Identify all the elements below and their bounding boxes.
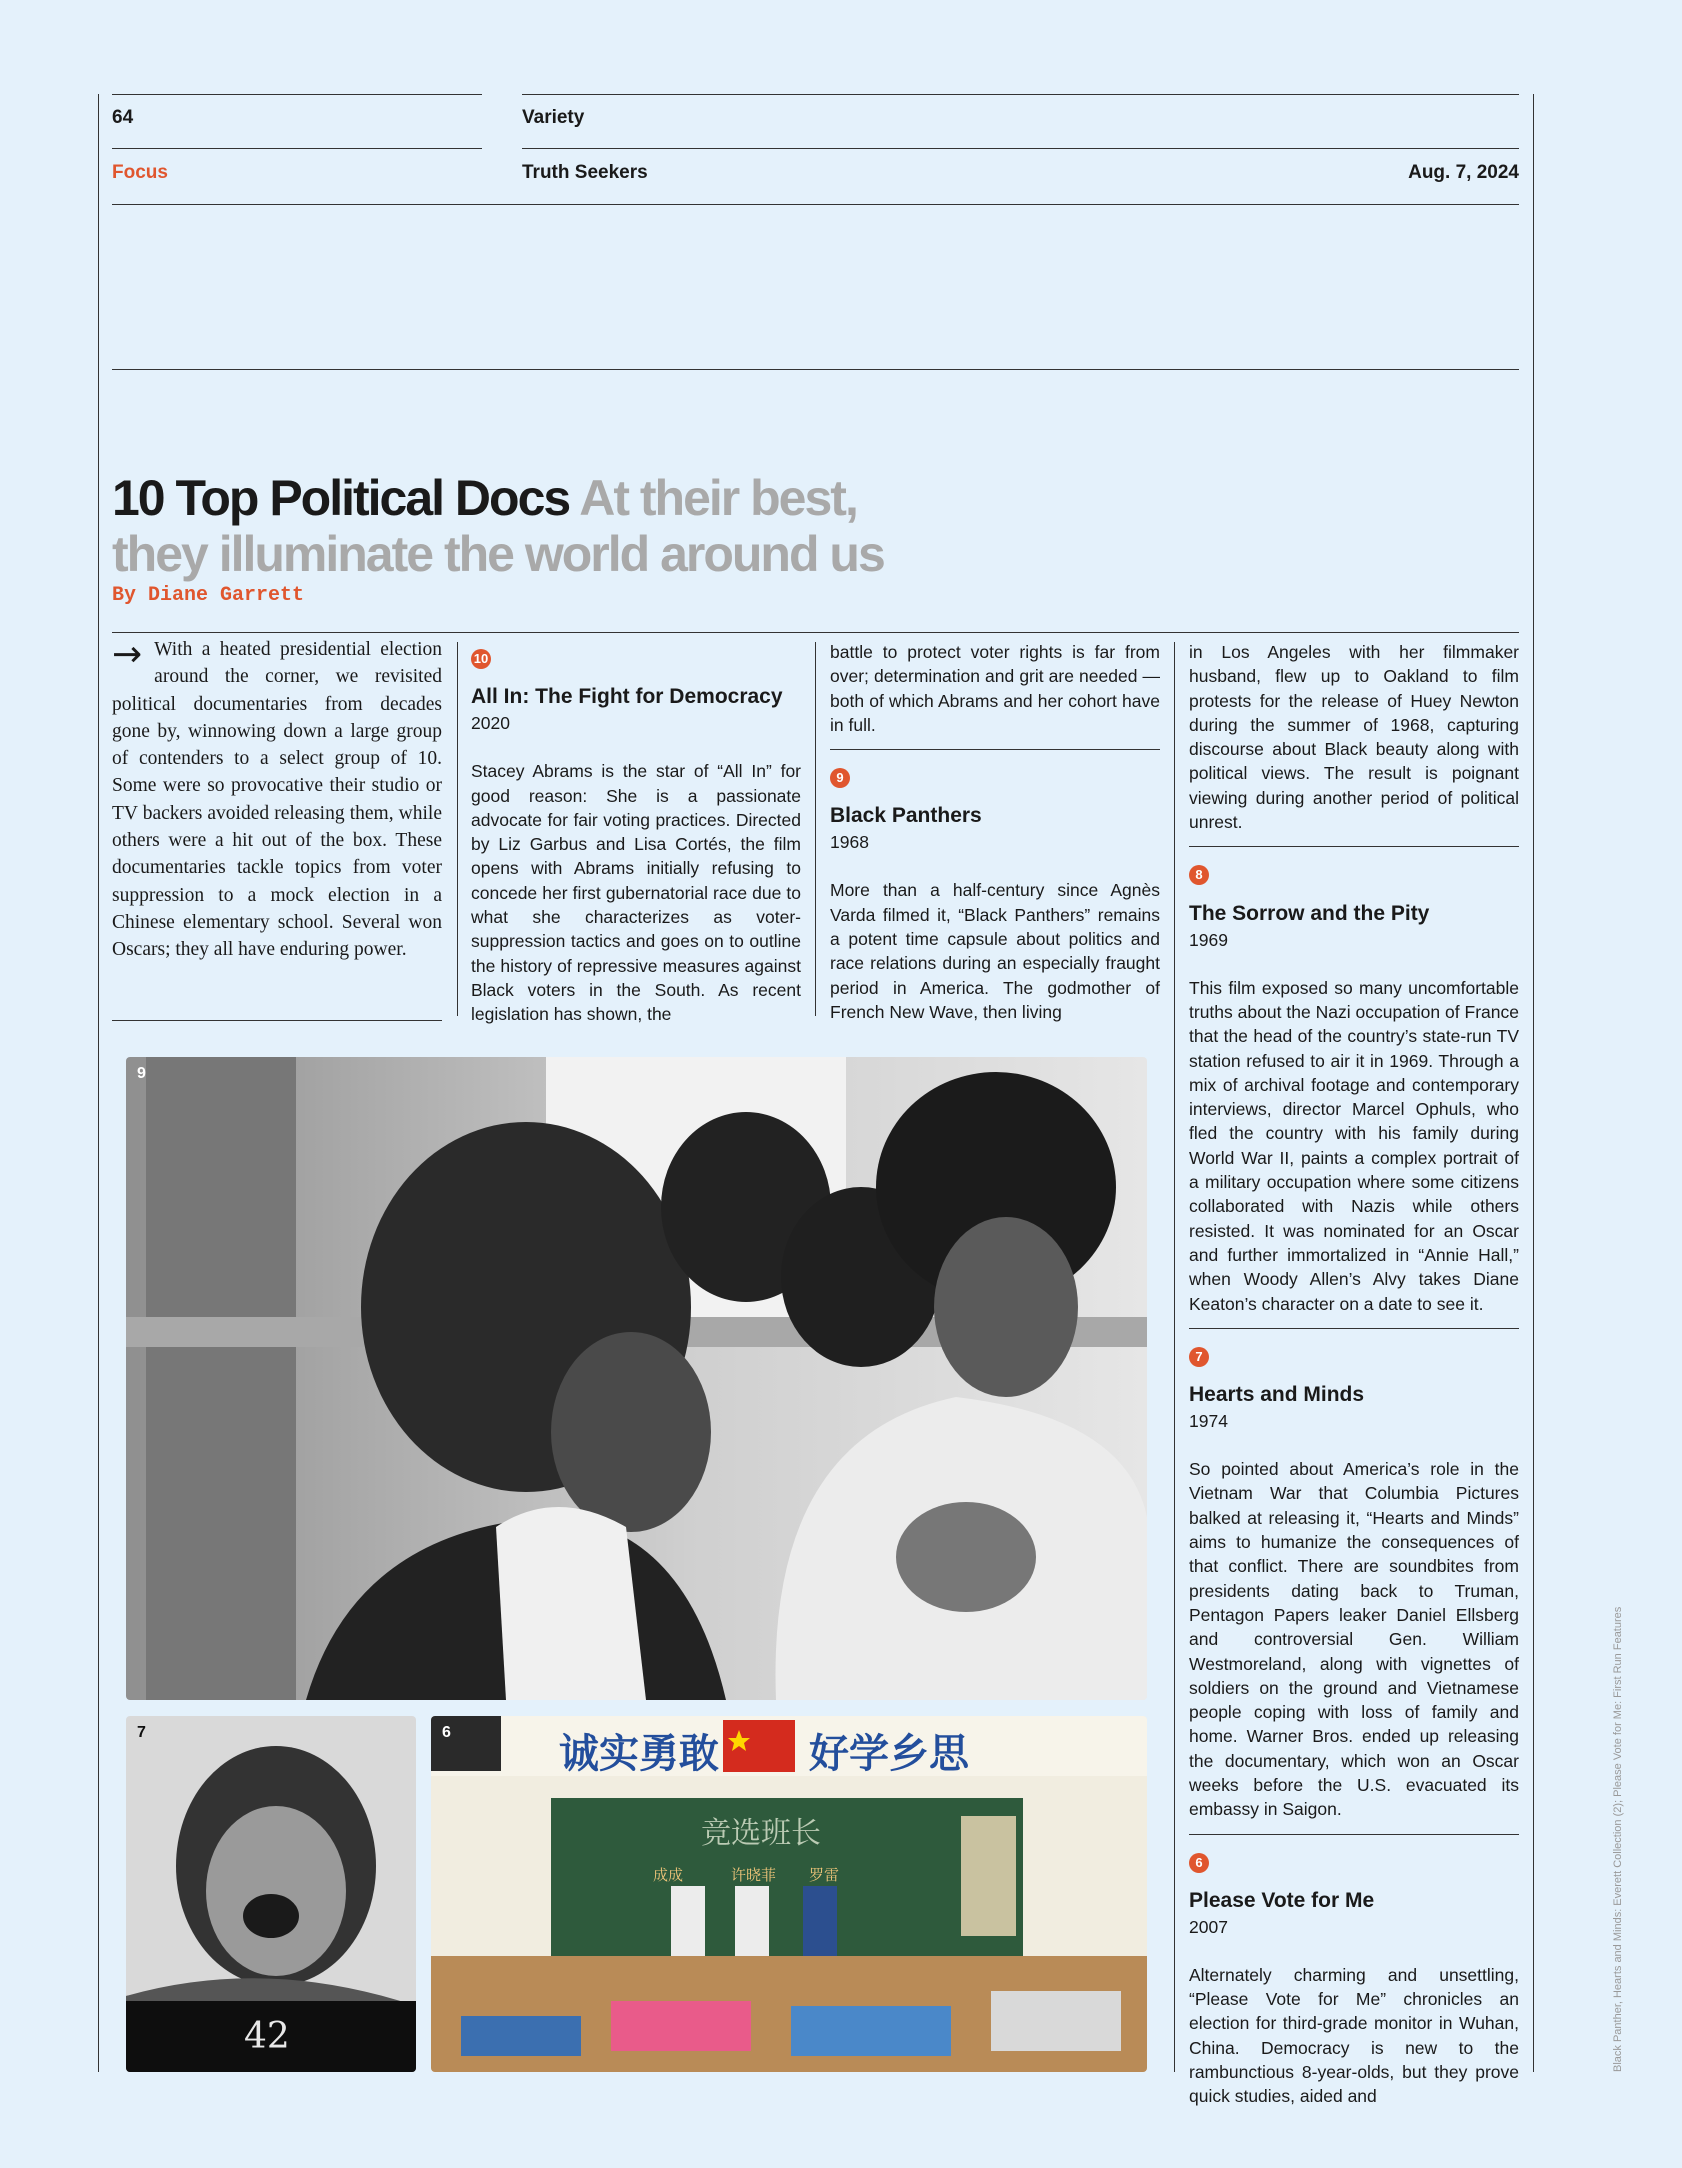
entry-number-badge: 6 [1189, 1853, 1209, 1873]
entry-text: So pointed about America’s role in the Vietnam War that Columbia Pictures balked at releasing it, “Hearts and Minds” aims to humanize the consequences of that conflict. There are soundbites from presidents dating back to Truman, Pentagon Papers leaker Daniel Ellsberg and controversial Gen. William Westmoreland, along with vignettes of soldiers on the ground and Vietnamese people coping with loss of family and home. Warner Bros. ended up releasing the documentary, which won an Oscar weeks before the U.S. evacuated its embassy in Saigon. [1189, 1459, 1519, 1820]
entry-year: 2020 [471, 713, 510, 734]
header-rule-mid-left [112, 148, 482, 149]
black-panthers-image [126, 1057, 1147, 1700]
header-rule-mid-right [522, 148, 1519, 149]
column-rule-1 [457, 642, 458, 1016]
photo-number: 7 [137, 1724, 146, 1741]
article-subtitle-line2: they illuminate the world around us [112, 526, 884, 582]
article-title: 10 Top Political Docs [112, 470, 570, 526]
section-label: Focus [112, 162, 168, 183]
intro-text: With a heated presidential election around the corner, we revisited political documentaries from decades gone by, winnowing down a large group of contenders to a select group of 10. Some were so provocative their studio or TV backers avoided releasing them, while others were a hit out of the box. These documentaries tackle topics from voter suppression to a mock election in a Chinese elementary school. Several won Oscars; they all have enduring power. [112, 639, 442, 961]
entry-text: Alternately charming and unsettling, “Please Vote for Me” chronicles an election for third-grade monitor in Wuhan, China. Democracy is new to the rambunctious 8-year-olds, but they prove quick studies, aided and [1189, 1964, 1519, 2107]
entry-year: 1969 [1189, 929, 1228, 950]
entry-text: More than a half-century since Agnès Varda filmed it, “Black Panthers” remains a potent time capsule about politics and race relations during an especially fraught period in America. The godmother of French New Wave, then living [830, 880, 1160, 1022]
banner-slogan-right: 好学乡思 [809, 1731, 969, 1777]
entry-year: 1974 [1189, 1411, 1228, 1432]
entry-number-badge: 9 [830, 768, 850, 788]
issue-date: Aug. 7, 2024 [1408, 162, 1519, 183]
body-top-rule [112, 632, 1519, 633]
entry-text-continued: battle to protect voter rights is far from over; determination and grit are needed — both of which Abrams and her cohort have in full. [830, 642, 1160, 735]
entry-year: 1968 [830, 832, 869, 853]
entry-text: Stacey Abrams is the star of “All In” for good reason: She is a passionate advocate for fair voting practices. Directed by Liz Garbus and Lisa Cortés, the film opens with Abrams initially refusing to concede her first gubernatorial race due to what she characterizes as voter-suppression tactics and goes on to outline the history of repressive measures against Black voters in the South. As recent legislation has shown, the [471, 761, 801, 1025]
banner-slogan-left: 诚实勇敢 [559, 1731, 719, 1777]
photo-number: 9 [137, 1065, 146, 1082]
right-column [1189, 640, 1519, 2109]
chalkboard-candidate-1: 成成 [653, 1866, 684, 1884]
intro-paragraph [112, 636, 442, 964]
entry-divider [830, 749, 1160, 750]
arrow-right-icon: → [112, 634, 143, 675]
prisoner-placard-number: 42 [244, 2016, 290, 2057]
article-headline [112, 470, 1012, 582]
entry-title: All In: The Fight for Democracy [471, 685, 783, 709]
column-rule-2 [815, 642, 816, 1016]
entry-divider [1189, 846, 1519, 847]
header-space-rule [112, 369, 1519, 370]
photo-number: 6 [442, 1724, 451, 1741]
entry-9-column [830, 640, 1160, 1024]
entry-text-continued: in Los Angeles with her filmmaker husband, flew up to Oakland to film protests for the release of Huey Newton during the summer of 1968, capturing discourse about Black beauty along with political views. The result is poignant viewing during another period of political unrest. [1189, 642, 1519, 833]
entry-title: Please Vote for Me [1189, 1888, 1375, 1912]
entry-divider [1189, 1328, 1519, 1329]
publication-name: Variety [522, 107, 585, 128]
header-rule-top-right [522, 94, 1519, 95]
byline: By Diane Garrett [112, 584, 305, 607]
chalkboard-candidate-2: 许晓菲 [731, 1866, 777, 1884]
chalkboard-heading: 竞选班长 [701, 1816, 821, 1851]
column-rule-3 [1174, 642, 1175, 2072]
entry-title: Black Panthers [830, 804, 982, 828]
header-rule-bottom [112, 204, 1519, 205]
frame-right-rule [1533, 94, 1534, 2072]
article-subtitle-line1: At their best, [579, 470, 857, 526]
entry-text: This film exposed so many uncomfortable truths about the Nazi occupation of France that the head of the country’s state-run TV station refused to air it in 1969. Through a mix of archival footage and contemporary interviews, director Marcel Ophuls, who fled the country with his family during World War II, paints a complex portrait of a military occupation where some citizens collaborated with Nazis while others resisted. It was nominated for an Oscar and further immortalized in “Annie Hall,” when Woody Allen’s Alvy takes Diane Keaton’s character on a date to see it. [1189, 977, 1519, 1314]
entry-10-column [471, 645, 801, 1027]
header-rule-top-left [112, 94, 482, 95]
entry-title: The Sorrow and the Pity [1189, 901, 1430, 925]
entry-number-badge: 7 [1189, 1347, 1209, 1367]
chalkboard-candidate-3: 罗雷 [809, 1866, 840, 1884]
entry-number-badge: 8 [1189, 865, 1209, 885]
black-panthers-photo [126, 1057, 1147, 1700]
classroom-image [431, 1716, 1147, 2072]
entry-divider [1189, 1834, 1519, 1835]
entry-year: 2007 [1189, 1916, 1228, 1937]
hearts-and-minds-photo [126, 1716, 416, 2072]
page-number: 64 [112, 107, 134, 128]
entry-title: Hearts and Minds [1189, 1383, 1365, 1407]
please-vote-for-me-photo [431, 1716, 1147, 2072]
entry-number-badge: 10 [471, 649, 491, 669]
series-title: Truth Seekers [522, 162, 648, 183]
photo-credit: Black Panther, Hearts and Minds: Everett Collection (2); Please Vote for Me: First Run Features [1612, 1606, 1624, 2072]
frame-left-rule [98, 94, 99, 2072]
intro-bottom-rule [112, 1020, 442, 1021]
